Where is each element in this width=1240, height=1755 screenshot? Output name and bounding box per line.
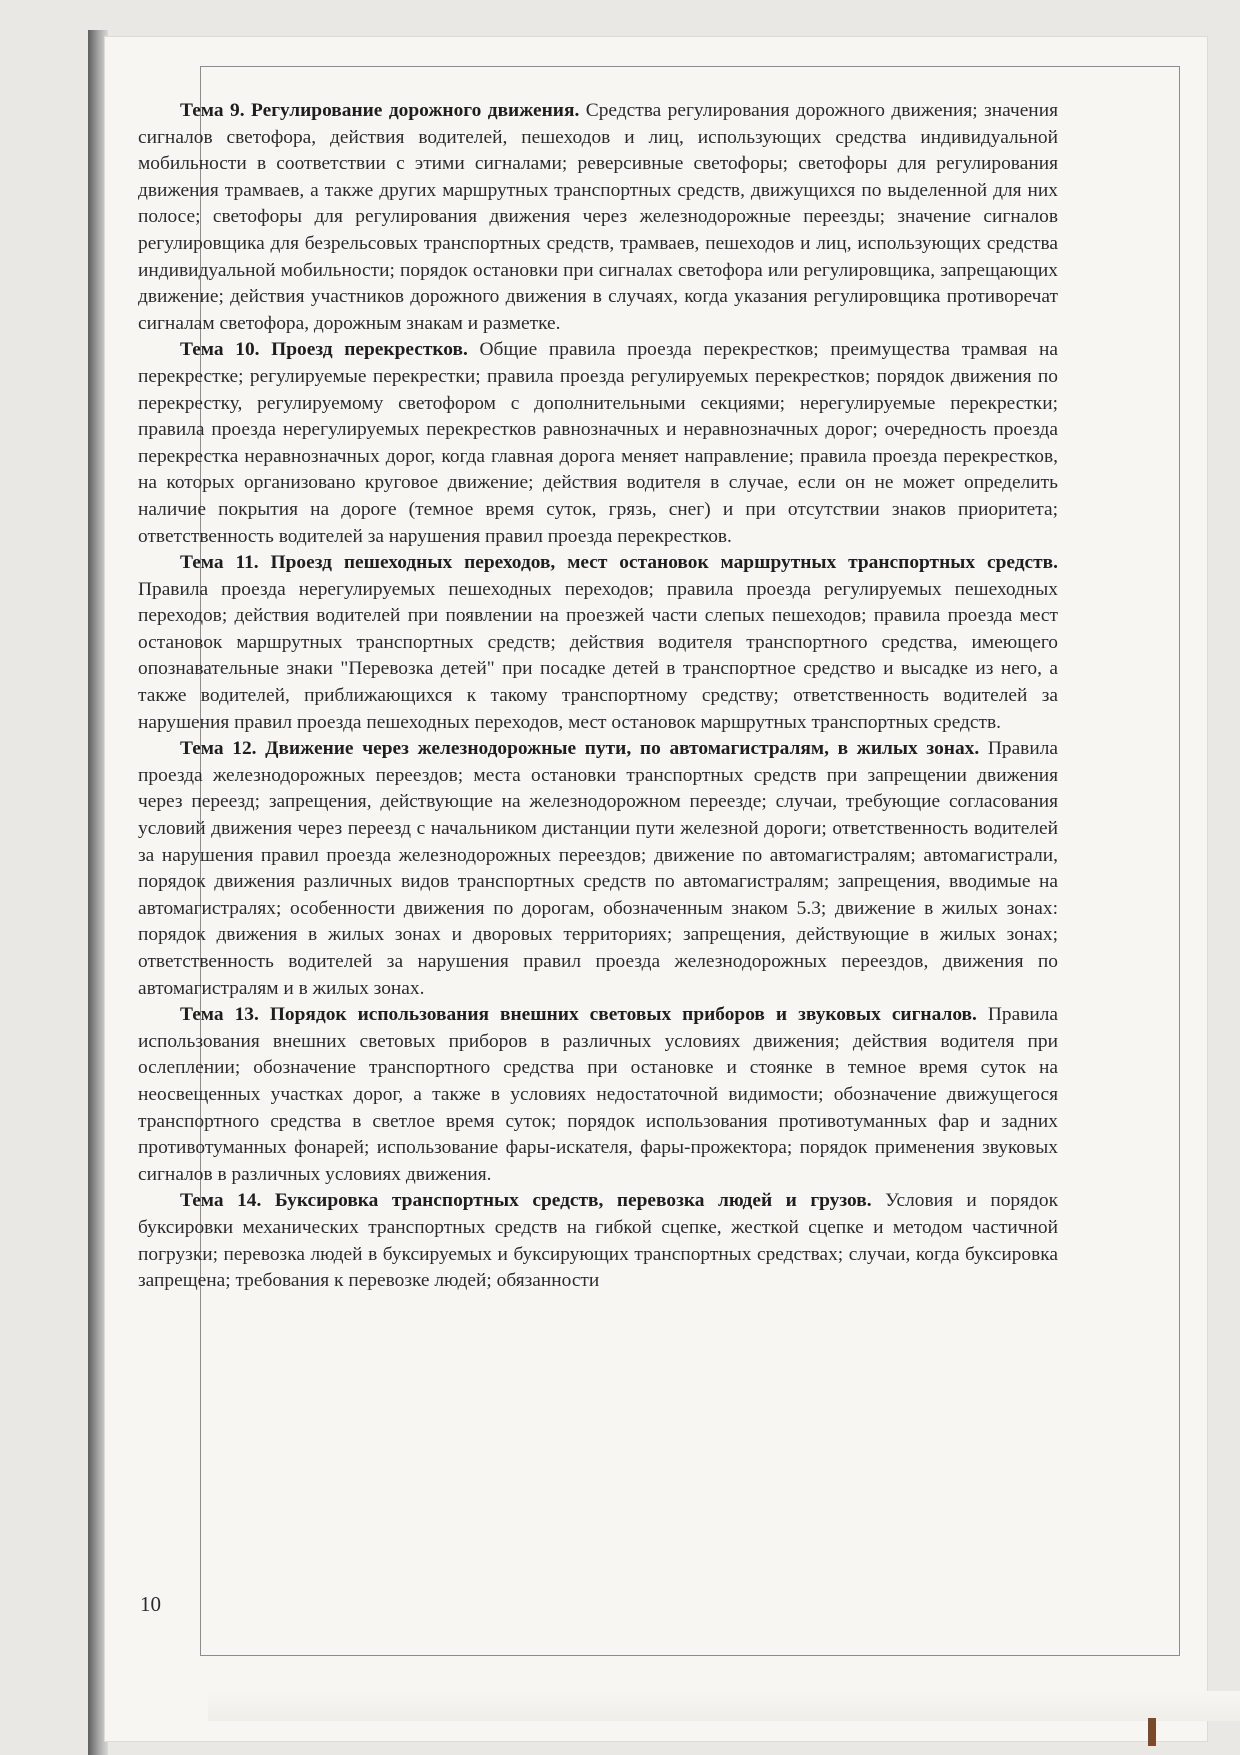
section-heading: Тема 14. Буксировка транспортных средств, перевозка людей и грузов. <box>180 1190 872 1212</box>
section-heading: Тема 11. Проезд пешеходных переходов, мест остановок маршрутных транспортных средств. <box>180 552 1058 574</box>
section-heading: Тема 10. Проезд перекрестков. <box>180 339 468 361</box>
section-heading: Тема 9. Регулирование дорожного движения. <box>180 100 580 121</box>
section-topic-13 <box>138 1002 1058 1188</box>
section-topic-9 <box>138 98 1058 337</box>
section-topic-14 <box>138 1188 1058 1294</box>
scan-corner-mark <box>1148 1718 1156 1746</box>
page-content <box>138 98 1058 1295</box>
section-topic-12 <box>138 736 1058 1002</box>
section-heading: Тема 12. Движение через железнодорожные пути, по автомагистралям, в жилых зонах. <box>180 738 980 760</box>
section-topic-11 <box>138 550 1058 736</box>
section-heading: Тема 13. Порядок использования внешних световых приборов и звуковых сигналов. <box>180 1004 977 1026</box>
section-body: Общие правила проезда перекрестков; преимущества трамвая на перекрестке; регулируемые перекрестки; правила проезда регулируемых перекрестков; порядок движения по перекрестку, регулируемому светофором с дополнительными секциями; нерегулируемые перекрестки; правила проезда нерегулируемых перекрестков равнозначных и неравнозначных дорог; очередность проезда перекрестка неравнозначных дорог, когда главная дорога меняет направление; правила проезда перекрестков, на которых организовано круговое движение; действия водителя в случае, если он не может определить наличие покрытия на дороге (темное время суток, грязь, снег) и при отсутствии знаков приоритета; ответственность водителей за нарушения правил проезда перекрестков. <box>138 339 1058 547</box>
scan-bottom-band <box>208 1691 1240 1721</box>
section-body: Правила использования внешних световых приборов в различных условиях движения; действия водителя при ослеплении; обозначение транспортного средства при остановке и стоянке в темное время суток на неосвещенных участках дорог, а также в условиях недостаточной видимости; обозначение движущегося транспортного средства в светлое время суток; порядок использования противотуманных фар и задних противотуманных фонарей; использование фары-искателя, фары-прожектора; порядок применения звуковых сигналов в различных условиях движения. <box>138 1004 1059 1185</box>
section-body: Условия и порядок буксировки механических транспортных средств на гибкой сцепке, жесткой сцепке и методом частичной погрузки; перевозка людей в буксируемых и буксирующих транспортных средствах; случаи, когда буксировка запрещена; требования к перевозке людей; обязанности <box>138 1190 1058 1292</box>
section-topic-10 <box>138 337 1058 550</box>
section-body: Правила проезда железнодорожных переездов; места остановки транспортных средств при запрещении движения через переезд; запрещения, действующие на железнодорожном переезде; случаи, требующие согласования условий движения через переезд с начальником дистанции пути железной дороги; ответственность водителей за нарушения правил проезда железнодорожных переездов; движение по автомагистралям; автомагистрали, порядок движения различных видов транспортных средств по автомагистралям; запрещения, вводимые на автомагистралях; особенности движения по дорогам, обозначенным знаком 5.3; движение в жилых зонах: порядок движения в жилых зонах и дворовых территориях; запрещения, действующие в жилых зонах; ответственность водителей за нарушения правил проезда железнодорожных переездов, движения по автомагистралям и в жилых зонах. <box>138 738 1058 999</box>
section-body: Правила проезда нерегулируемых пешеходных переходов; правила проезда регулируемых пешеходных переходов; действия водителей при появлении на проезжей части слепых пешеходов; правила проезда мест остановок маршрутных транспортных средств; действия водителя транспортного средства, имеющего опознавательные знаки "Перевозка детей" при посадке детей в транспортное средство и высадке из него, а также водителей, приближающихся к такому транспортному средству; ответственность водителей за нарушения правил проезда пешеходных переходов, мест остановок маршрутных транспортных средств. <box>138 578 1058 733</box>
section-body: Средства регулирования дорожного движения; значения сигналов светофора, действия водителей, пешеходов и лиц, использующих средства индивидуальной мобильности в соответствии с этими сигналами; реверсивные светофоры; светофоры для регулирования движения трамваев, а также других маршрутных транспортных средств, движущихся по выделенной для них полосе; светофоры для регулирования движения через железнодорожные переезды; значение сигналов регулировщика для безрельсовых транспортных средств, трамваев, пешеходов и лиц, использующих средства индивидуальной мобильности; порядок остановки при сигналах светофора или регулировщика, запрещающих движение; действия участников дорожного движения в случаях, когда указания регулировщика противоречат сигналам светофора, дорожным знакам и разметке. <box>138 100 1058 334</box>
page-number: 10 <box>140 1592 161 1616</box>
